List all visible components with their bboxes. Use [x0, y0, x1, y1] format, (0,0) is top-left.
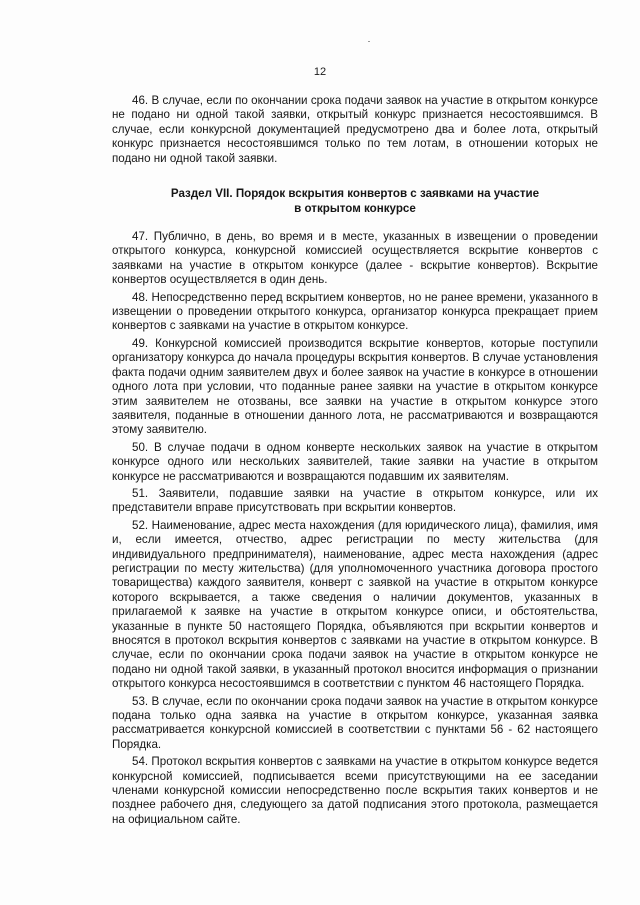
paragraph-52: 52. Наименование, адрес места нахождения (для юридического лица), фамилия, имя и, если имеется, отчество, адрес регистрации по месту жительства (для индивидуального предпринимателя), наименование, адрес места нахождения (адрес регистрации по месту жительства) (для уполномоченного участника договора простого товарищества) каждого заявителя, конверт с заявкой на участие в открытом конкурсе которого вскрывается, а также сведения о наличии документов, указанных в прилагаемой к заявке на участие в открытом конкурсе описи, и обстоятельства, указанные в пункте 50 настоящего Порядка, объявляются при вскрытии конвертов и вносятся в протокол вскрытия конвертов с заявками на участие в открытом конкурсе. В случае, если по окончании срока подачи заявок на участие в открытом конкурсе не подано ни одной такой заявки, в указанный протокол вносится информация о признании открытого конкурса несостоявшимся в соответствии с пунктом 46 настоящего Порядка.	[112, 518, 598, 691]
page-number: 12	[313, 66, 327, 78]
paragraph-46: 46. В случае, если по окончании срока подачи заявок на участие в открытом конкурсе не подано ни одной такой заявки, открытый конкурс признается несостоявшимся. В случае, если конкурсной документацией предусмотрено два и более лота, открытый конкурс признается несостоявшимся только по тем лотам, в отношении которых не подано ни одной такой заявки.	[112, 94, 598, 165]
section-heading	[112, 186, 598, 216]
paragraph-50: 50. В случае подачи в одном конверте нескольких заявок на участие в открытом конкурсе одного или нескольких заявителей, такие заявки на участие в открытом конкурсе не рассматриваются и возвращаются подавшим их заявителям.	[112, 440, 598, 483]
paragraph-48: 48. Непосредственно перед вскрытием конвертов, но не ранее времени, указанного в извещении о проведении открытого конкурса, организатор конкурса прекращает прием конвертов с заявками на участие в открытом конкурсе.	[112, 290, 598, 333]
paragraph-49: 49. Конкурсной комиссией производится вскрытие конвертов, которые поступили организатору конкурса до начала процедуры вскрытия конвертов. В случае установления факта подачи одним заявителем двух и более заявок на участие в конкурсе в отношении одного лота при условии, что поданные ранее заявки на участие в открытом конкурсе этим заявителем не отозваны, все заявки на участие в открытом конкурсе этого заявителя, поданные в отношении данного лота, не рассматриваются и возвращаются этому заявителю.	[112, 336, 598, 437]
section-heading-line-2: в открытом конкурсе	[294, 202, 416, 216]
paragraph-51: 51. Заявители, подавшие заявки на участие в открытом конкурсе, или их представители вправе присутствовать при вскрытии конвертов.	[112, 486, 598, 515]
paragraph-53: 53. В случае, если по окончании срока подачи заявок на участие в открытом конкурсе подана только одна заявка на участие в открытом конкурсе, указанная заявка рассматривается конкурсной комиссией в соответствии с пунктами 56 - 62 настоящего Порядка.	[112, 694, 598, 751]
scan-speck	[368, 41, 370, 42]
paragraph-47: 47. Публично, в день, во время и в месте, указанных в извещении о проведении открытого конкурса, конкурсной комиссией осуществляется вскрытие конвертов с заявками на участие в открытом конкурсе (далее - вскрытие конвертов). Вскрытие конвертов осуществляется в один день.	[112, 230, 598, 287]
paragraph-54: 54. Протокол вскрытия конвертов с заявками на участие в открытом конкурсе ведется конкурсной комиссией, подписывается всеми присутствующими на ее заседании членами конкурсной комиссии непосредственно после вскрытия таких конвертов и не позднее рабочего дня, следующего за датой подписания этого протокола, размещается на официальном сайте.	[112, 755, 598, 826]
document-body	[112, 94, 598, 830]
section-heading-line-1: Раздел VII. Порядок вскрытия конвертов с заявками на участие	[170, 187, 540, 201]
